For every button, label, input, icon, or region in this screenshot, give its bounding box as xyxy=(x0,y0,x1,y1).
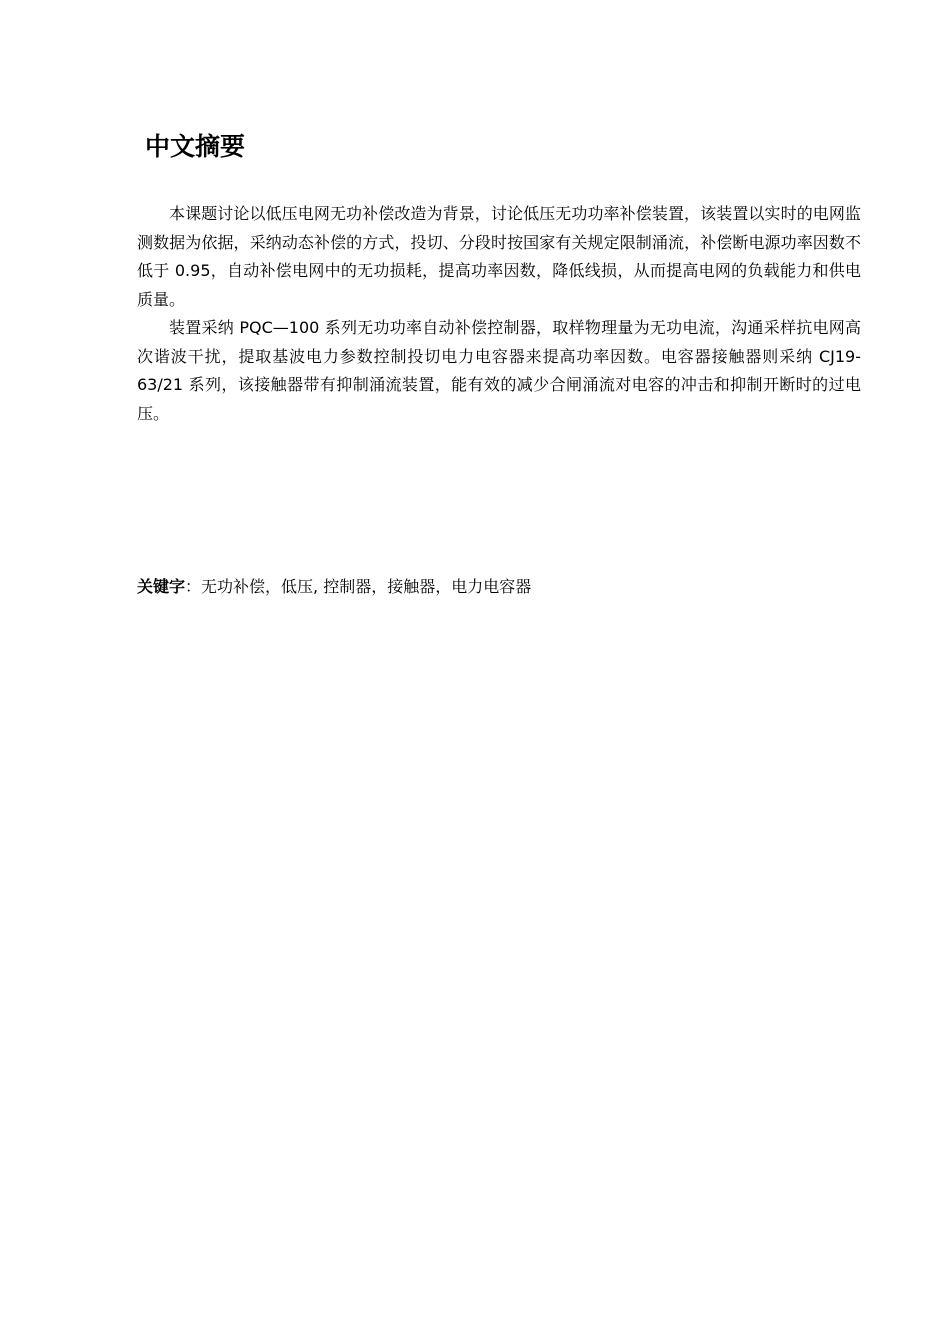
page-title: 中文摘要 xyxy=(145,132,246,161)
keywords-separator: ： xyxy=(185,577,202,596)
abstract-paragraph-1: 本课题讨论以低压电网无功补偿改造为背景，讨论低压无功功率补偿装置，该装置以实时的电网监测数据为依据，采纳动态补偿的方式，投切、分段时按国家有关规定限制涌流，补偿断电源功率因数不低于 0.95，自动补偿电网中的无功损耗，提高功率因数，降低线损，从而提高电网的负载能力和供电质量。 xyxy=(137,204,861,309)
keywords-line xyxy=(137,573,861,601)
keywords-value: 无功补偿，低压, 控制器，接触器，电力电容器 xyxy=(201,577,532,596)
keywords-label: 关键字 xyxy=(137,577,186,596)
abstract-paragraph-2: 装置采纳 PQC—100 系列无功功率自动补偿控制器，取样物理量为无功电流，沟通采样抗电网高次谐波干扰，提取基波电力参数控制投切电力电容器来提高功率因数。电容器接触器则采纳 CJ19-63/21 系列，该接触器带有抑制涌流装置，能有效的减少合闸涌流对电容的冲击和抑制开断时的过电压。 xyxy=(137,318,861,423)
abstract-body xyxy=(137,200,861,428)
